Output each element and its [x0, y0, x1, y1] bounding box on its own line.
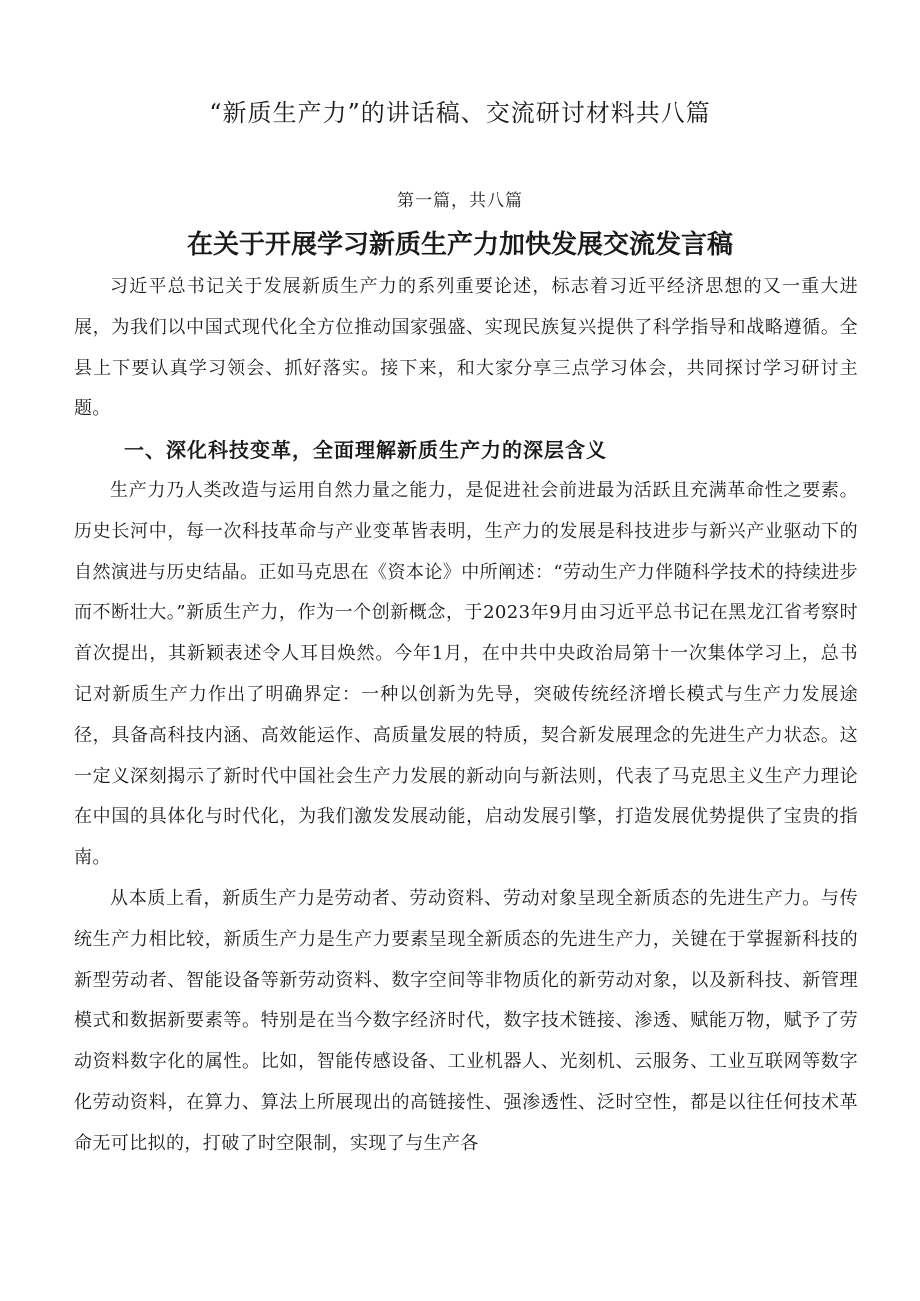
section-heading: 一、深化科技变革，全面理解新质生产力的深层含义: [124, 438, 607, 463]
intro-paragraph: 习近平总书记关于发展新质生产力的系列重要论述，标志着习近平经济思想的又一重大进展，为我们以中国式现代化全方位推动国家强盛、实现民族复兴提供了科学指导和战略遵循。全县上下要认真学习领会、抓好落实。接下来，和大家分享三点学习体会，共同探讨学习研讨主题。: [74, 276, 858, 420]
document-title: “新质生产力”的讲话稿、交流研讨材料共八篇: [209, 99, 711, 127]
section-paragraph: 从本质上看，新质生产力是劳动者、劳动资料、劳动对象呈现全新质态的先进生产力。与传统生产力相比较，新质生产力是生产力要素呈现全新质态的先进生产力，关键在于掌握新科技的新型劳动者、智能设备等新劳动资料、数字空间等非物质化的新劳动对象，以及新科技、新管理模式和数据新要素等。特别是在当今数字经济时代，数字技术链接、渗透、赋能万物，赋予了劳动资料数字化的属性。比如，智能传感设备、工业机器人、光刻机、云服务、工业互联网等数字化劳动资料，在算力、算法上所展现出的高链接性、强渗透性、泛时空性，都是以往任何技术革命无可比拟的，打破了时空限制，实现了与生产各: [74, 887, 858, 1154]
part-label: 第一篇，共八篇: [397, 191, 523, 211]
section-paragraph: 生产力乃人类改造与运用自然力量之能力，是促进社会前进最为活跃且充满革命性之要素。历史长河中，每一次科技革命与产业变革皆表明，生产力的发展是科技进步与新兴产业驱动下的自然演进与历史结晶。正如马克思在《资本论》中所阐述：“劳动生产力伴随科学技术的持续进步而不断壮大。”新质生产力，作为一个创新概念，于2023年9月由习近平总书记在黑龙江省考察时首次提出，其新颖表述令人耳目焕然。今年1月，在中共中央政治局第十一次集体学习上，总书记对新质生产力作出了明确界定：一种以创新为先导，突破传统经济增长模式与生产力发展途径，具备高科技内涵、高效能运作、高质量发展的特质，契合新发展理念的先进生产力状态。这一定义深刻揭示了新时代中国社会生产力发展的新动向与新法则，代表了马克思主义生产力理论在中国的具体化与时代化，为我们激发发展动能，启动发展引擎，打造发展优势提供了宝贵的指南。: [74, 479, 858, 869]
speech-title: 在关于开展学习新质生产力加快发展交流发言稿: [186, 230, 733, 260]
document-body: [74, 267, 858, 1165]
